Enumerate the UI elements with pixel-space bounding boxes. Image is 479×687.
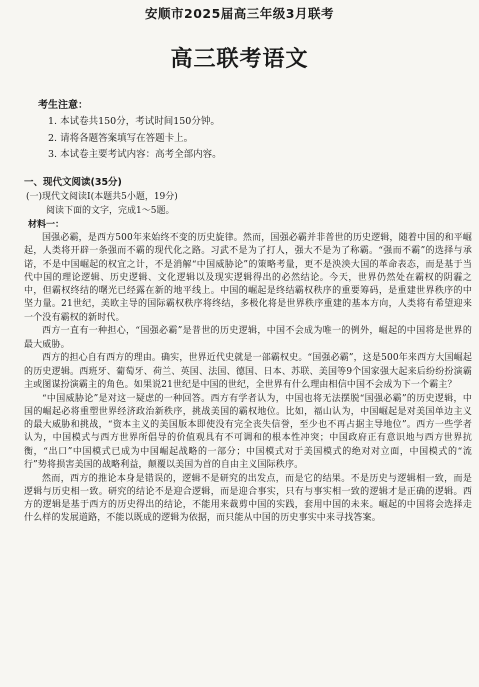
candidate-notice	[38, 96, 458, 164]
paragraph: 西方的担心自有西方的理由。确实，世界近代史就是一部霸权史。“国强必霸”，这是500年来西方大国崛起的历史逻辑。西班牙、葡萄牙、荷兰、英国、法国、德国、日本、苏联、美国等9个国家强大起来后纷纷扮演霸主或图谋扮演霸主的角色。如果说21世纪是中国的世纪，全世界有什么理由相信中国不会成为下一个霸主？	[24, 353, 472, 390]
subsection-title: (一)现代文阅读Ⅰ(本题共5小题，19分)	[26, 192, 178, 202]
notice-item: 3. 本试卷主要考试内容：高考全部内容。	[48, 149, 222, 160]
material-label: 材料一：	[28, 220, 65, 230]
notice-title: 考生注意：	[38, 100, 88, 111]
notice-item: 2. 请将各题答案填写在答题卡上。	[48, 132, 194, 144]
notice-item: 1. 本试卷共150分，考试时间150分钟。	[48, 116, 220, 127]
paper-title: 高三联考语文	[170, 47, 309, 72]
section-title: 一、现代文阅读(35分)	[24, 177, 122, 188]
reading-instruction: 阅读下面的文字，完成1～5题。	[46, 206, 175, 216]
exam-name: 安顺市2025届高三年级3月联考	[145, 6, 334, 21]
paragraph: 国强必霸，是西方500年来始终不变的历史旋律。然而，国强必霸并非普世的历史逻辑，随着中国的和平崛起，人类将开辟一条强而不霸的现代化之路。习武不是为了打人，强大不是为了称霸。“强而不霸”的选择与承诺，不是中国崛起的权宜之计，不是消解“中国威胁论”的策略考量，更不是泱泱大国的革命表态，而是基于当代中国的理论逻辑、历史逻辑、文化逻辑以及现实逻辑得出的必然结论。今天，世界仍然处在霸权的阴霾之中，但霸权终结的曙光已经露在新的地平线上。中国的崛起是终结霸权秩序的重要筹码，是重建世界秩序的中坚力量。21世纪，美欧主导的国际霸权秩序将终结，多极化将是世界秩序重建的基本方向，人类将有希望迎来一个没有霸权的新时代。	[24, 233, 472, 323]
paragraph: 西方一直有一种担心，“国强必霸”是普世的历史逻辑，中国不会成为唯一的例外，崛起的中国将是世界的最大威胁。	[24, 326, 472, 350]
paragraph: 然而，西方的推论本身是错误的，逻辑不是研究的出发点，而是它的结果。不是历史与逻辑相一致，而是逻辑与历史相一致。研究的结论不是迎合逻辑，而是迎合事实，只有与事实相一致的逻辑才是正确的逻辑。西方的逻辑是基于西方的历史得出的结论，不能用来裁剪中国的实践，套用中国的未来。崛起的中国将会选择走什么样的发展道路，不能以既成的逻辑为依据，而只能从中国的历史事实中来寻找答案。	[24, 473, 472, 524]
paragraph: “中国威胁论”是对这一疑虑的一种回答。西方有学者认为，中国也将无法摆脱“国强必霸”的历史逻辑，中国的崛起必将重塑世界经济政治新秩序，挑战美国的霸权地位。比如，福山认为，中国崛起是对美国单边主义的最大威胁和挑战，“资本主义的美国版本即使没有完全丧失信誉，至少也不再占据主导地位”。西方一些学者认为，中国模式与西方世界所倡导的价值观具有不可调和的根本性冲突；中国政府正有意识地与西方世界抗衡，“出口”中国模式已成为中国崛起战略的一部分；中国模式对于美国模式的绝对对立面，中国模式的“流行”势将损害美国的战略利益，颠覆以美国为首的自由主义国际秩序。	[24, 393, 472, 470]
reading-section	[24, 175, 472, 526]
